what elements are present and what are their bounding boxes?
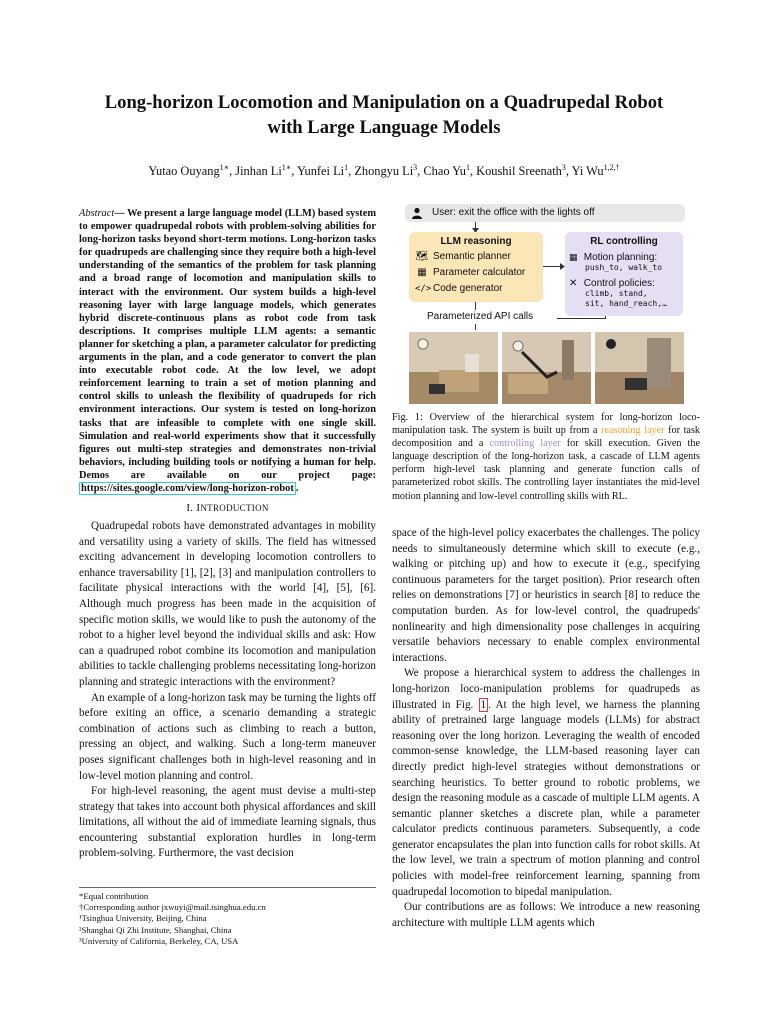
code-icon: </> bbox=[415, 284, 432, 294]
user-instruction-bar bbox=[405, 204, 685, 222]
footnote: *Equal contribution bbox=[79, 891, 149, 901]
robot-scene-image bbox=[502, 332, 591, 404]
paragraph: An example of a long-horizon task may be turning the lights off before exiting an office, a scenario demanding a strategic combination of actions such as climbing to reach a button, pressing an object, and walking. Such a long-term maneuver poses significant challenges both in high-level reasoning and in low-level motion planning and control. bbox=[79, 691, 376, 782]
figure-reference-link[interactable]: 1 bbox=[480, 698, 487, 711]
llm-reasoning-box bbox=[409, 232, 543, 302]
arrow-api-to-photos bbox=[475, 324, 476, 330]
author: Yunfei Li$^1$ bbox=[296, 163, 349, 179]
robot-scene-image bbox=[409, 332, 498, 404]
robot-photo-2 bbox=[502, 332, 591, 404]
abstract-body: We present a large language model (LLM) based system to empower quadrupedal robots with problem-solving abilities for long-horizon tasks beyond short-term motions. Long-horizon tasks for quadrupeds are challenging since they require both a high-level understanding of the semantics of the problem for task planning and a broad range of locomotion and manipulation skills to interact with the environment. Our system builds a high-level reasoning layer with large language models, which generates hybrid discrete-continuous plans as robot code from task descriptions. It comprises multiple LLM agents: a semantic planner for sketching a plan, a parameter calculator for predicting arguments in the plan, and a code generator to convert the plan into executable robot code. At the low level, we adopt reinforcement learning to train a set of motion planning and control skills to unleash the flexibility of quadrupeds for rich environment interactions. Our system is tested on long-horizon tasks that are infeasible to complete with one single skill. Simulation and real-world experiments show that it successfully figures out multi-step strategies and demonstrates non-trivial behaviors, including building tools or notifying a human for help. Demos are available on our project page: bbox=[79, 208, 376, 481]
rl-motion-planning: ▦ Motion planning: push_to, walk_to bbox=[569, 252, 663, 272]
abstract-label: Abstract bbox=[79, 208, 115, 219]
connector-line bbox=[557, 318, 605, 319]
rl-box-title: RL controlling bbox=[590, 236, 658, 247]
robot-scene-image bbox=[595, 332, 684, 404]
llm-item-parameter-calculator: ▦ Parameter calculator bbox=[415, 267, 525, 278]
calculator-icon: ▦ bbox=[417, 267, 427, 278]
grid-icon: ▦ bbox=[569, 252, 578, 262]
paragraph: Our contributions are as follows: We introduce a new reasoning architecture with multiple LLM agents which bbox=[392, 901, 700, 929]
rl-control-policies: ✕ Control policies: climb, stand, sit, hand_reach,… bbox=[569, 278, 667, 308]
user-instruction-text: User: exit the office with the lights off bbox=[432, 207, 595, 218]
author: Koushil Sreenath$^3$ bbox=[476, 163, 566, 179]
robot-photo-strip bbox=[409, 332, 685, 404]
footnote: †Corresponding author jxwuyi@mail.tsinghua.edu.cn bbox=[79, 902, 266, 913]
paragraph: Quadrupedal robots have demonstrated advantages in mobility and versatility using a variety of skills. The field has witnessed exciting advancement in developing locomotion controllers to enhance traversability [1], [2], [3] and manipulation controllers to facilitate physical interactions with the world [4], [5], [6]. Although much progress has been made in the acquisition of specific motion skills, we would like to push the autonomy of the robot to a higher level beyond the individual skills and ask: How can a quadruped robot combine its locomotion and manipulation abilities to tackle challenging problems necessitating long-horizon planning and strategic interactions with the environment? bbox=[79, 520, 376, 688]
connector-line bbox=[605, 316, 606, 319]
author: Zhongyu Li$^3$ bbox=[354, 163, 418, 179]
author: Chao Yu$^1$ bbox=[423, 163, 470, 179]
author: Yutao Ouyang$^{1∗}$ bbox=[148, 163, 230, 179]
section-heading-introduction: I. INTRODUCTION bbox=[186, 502, 269, 514]
map-icon: 🗺 bbox=[415, 251, 429, 262]
author: Yi $Wu^{1,2,\dagger}$ bbox=[571, 163, 620, 179]
llm-item-semantic-planner: 🗺 Semantic planner bbox=[415, 251, 511, 262]
footnote: ³University of California, Berkeley, CA, USA bbox=[79, 935, 239, 946]
footnote: ¹Tsinghua University, Beijing, China bbox=[79, 913, 207, 924]
robot-photo-1 bbox=[409, 332, 498, 404]
figure-1 bbox=[405, 204, 685, 406]
paper-title bbox=[40, 90, 728, 140]
author: Jinhan $Li^{1∗}$ bbox=[235, 163, 292, 179]
author-list: Yutao Ouyang$^{1∗}$, Jinhan $Li^{1∗}$, Yunfei Li$^1$, Zhongyu Li$^3$, Chao Yu$^1$, Koushil Sreenath$^3$, Yi $Wu^{1,2,\dagger}$ bbox=[148, 163, 620, 179]
paragraph: space of the high-level policy exacerbates the challenges. The policy needs to simultaneously determine which skill to execute (e.g., walking or pitching up) and how to execute it (e.g., specifying continuous parameters for the target position). Prior research often relies on demonstrations [7] or heuristics in search [8] to reduce the computation burden. As for low-level control, the quadrupeds' nonlinearity and high dimensionality pose challenges in acquiring versatile behaviors necessary to enable complex environmental interactions. bbox=[392, 527, 700, 664]
llm-box-title: LLM reasoning bbox=[440, 236, 512, 247]
paragraph: For high-level reasoning, the agent must devise a multi-step strategy that takes into account both physical affordances and skill limitations, all without the aid of immediate learning signals, thus encountering substantial exploration hurdles in long-term problem-solving. Furthermore, the vast decision bbox=[79, 785, 376, 860]
title-line-2: with Large Language Models bbox=[267, 117, 501, 138]
introduction-left-column bbox=[79, 519, 376, 862]
footnote: ²Shanghai Qi Zhi Institute, Shanghai, China bbox=[79, 924, 232, 935]
api-calls-label: Parameterized API calls bbox=[427, 311, 534, 322]
paragraph: We propose a hierarchical system to address the challenges in long-horizon loco-manipulation problems for quadrupeds as illustrated in Fig. 1 . At the high level, we harness the planning ability of pretrained large language models (LLMs) for abstract reasoning over the long horizon. Leveraging the wealth of encoded common-sense knowledge, the LLM-based reasoning layer can directly predict high-level strategies without demonstrations or searching heuristics. To better ground to robotic problems, we design the reasoning module as a cascade of multiple LLM agents. A semantic planner sketches a discrete plan, while a parameter calculator predicts continuous parameters. Subsequently, a code generator encapsulates the plan into function calls for robot skills. At the low level, we train a spectrum of motion planning and control policies with model-free reinforcement learning, spanning from quadrupedal locomotion to bipedal manipulation. bbox=[392, 667, 700, 898]
project-page-link[interactable]: https://sites.google.com/view/long-horizon-robot bbox=[81, 482, 294, 494]
controlling-layer-term: controlling layer bbox=[489, 438, 561, 450]
tools-icon: ✕ bbox=[569, 278, 578, 289]
title-line-1: Long-horizon Locomotion and Manipulation on a Quadrupedal Robot bbox=[104, 92, 664, 113]
footnotes bbox=[79, 887, 376, 947]
introduction-right-column bbox=[392, 526, 700, 931]
figure-1-caption: Fig. 1: Overview of the hierarchical system for long-horizon loco-manipulation task. The system is built up from a reasoning layer for task decomposition and a controlling layer for skill execution. Given the language description of the long-horizon task, a cascade of LLM agents perform high-level task planning and generate function calls of parameterized robot skills. The controlling layer instantiates the mid-level motion planning and low-level controlling skills with RL. bbox=[392, 412, 701, 502]
abstract: Abstract— We present a large language model (LLM) based system to empower quadrupedal robots with problem-solving abilities for long-horizon tasks beyond short-term motions. Long-horizon tasks for quadrupeds are challenging since they require both a high-level understanding of the semantics of the problem for task planning and a broad range of locomotion and manipulation skills to interact with the environment. Our system builds a high-level reasoning layer with large language models, which generates hybrid discrete-continuous plans as robot code from task descriptions. It comprises multiple LLM agents: a semantic planner for sketching a plan, a parameter calculator for predicting arguments in the plan, and a code generator to convert the plan into executable robot code. At the low level, we adopt reinforcement learning to train a set of motion planning and control skills to unleash the flexibility of quadrupeds for rich environment interactions. Our system is tested on long-horizon tasks that are infeasible to complete with one single skill. Simulation and real-world experiments show that it successfully figures out multi-step strategies and demonstrates non-trivial behaviors, including building tools or notifying a human for help. Demos are available on our project page: https://sites.google.com/view/long-horizon-robot . bbox=[79, 208, 376, 494]
arrow-llm-to-api bbox=[475, 302, 476, 310]
abstract-dash: — bbox=[114, 208, 128, 219]
user-icon bbox=[411, 207, 423, 219]
rl-controlling-box bbox=[565, 232, 683, 316]
robot-photo-3 bbox=[595, 332, 684, 404]
llm-item-code-generator: </> Code generator bbox=[415, 283, 503, 294]
reasoning-layer-term: reasoning layer bbox=[600, 425, 665, 437]
